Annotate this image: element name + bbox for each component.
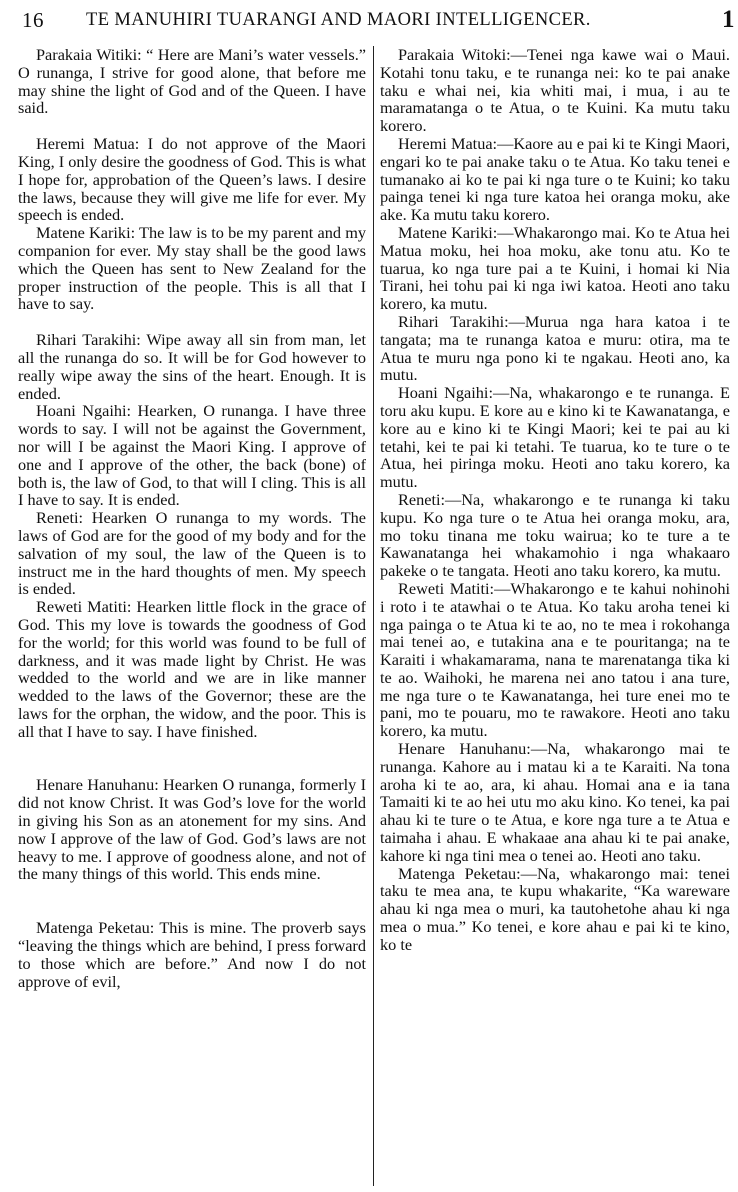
paragraph-parakaia-witoki: Parakaia Witoki:—Tenei nga kawe wai o Maui. Kotahi tonu taku, e te runanga nei: ko te pai anake taku e whai nei, kia whiti mai, i mua, i au te maramatanga o te Atua, o te Kuini. Ka mutu taku korero. <box>380 46 730 136</box>
english-column <box>18 46 366 1192</box>
corner-mark: 1 <box>722 6 735 33</box>
paragraph-matenga-peketau-maori: Matenga Peketau:—Na, whakarongo mai: tenei taku te mea ana, te kupu whakarite, “Ka wareware ahau ki nga mea o muri, ka tautohetohe ahau ki nga mea o mua.” Ko tenei, e kore ahau e pai ki te kino, ko te <box>380 863 730 954</box>
paragraph-reweti-matiti-maori: Reweti Matiti:—Whakarongo e te kahui nohinohi i roto i te atawhai o te Atua. Ko taku aroha tenei ki nga painga o te Atua ki te ao, no te mea i rokohanga mai tenei ao, e tutakina ana e te pouritanga; na te Karaiti i whakamarama, nana te marenatanga tika ki te ao. Waihoki, he marena nei ano tatou i ana ture, me nga ture o te Kawanatanga, hei ture enei mo te pani, mo te pouaru, mo te rawakore. Heoti ano taku korero, ka mutu. <box>380 578 730 741</box>
page-number: 16 <box>22 8 44 32</box>
paragraph-rihari-tarakihi-maori: Rihari Tarakihi:—Murua nga hara katoa i te tangata; ma te runanga katoa e muru: otira, ma te Atua te muru nga pono ki te ngakau. Heoti ano, ka mutu. <box>380 311 730 385</box>
page-title: TE MANUHIRI TUARANGI AND MAORI INTELLIGENCER. <box>86 10 591 30</box>
paragraph-matene-kariki-maori: Matene Kariki:—Whakarongo mai. Ko te Atua hei Matua moku, hei hoa moku, ake tonu atu. Ko te tuarua, ko nga ture pai a te Kuini, i homai ki Nia Tirani, hei tohu pai ki nga iwi katoa. Heoti ano taku korero, ka mutu. <box>380 222 730 314</box>
paragraph-matene-kariki: Matene Kariki: The law is to be my parent and my companion for ever. My stay shall be the good laws which the Queen has sent to New Zealand for the proper instruction of the people. This is all that I have to say. <box>18 223 366 314</box>
column-divider <box>373 46 375 1186</box>
paragraph-heremi-matua: Heremi Matua: I do not approve of the Maori King, I only desire the goodness of God. This is what I hope for, approbation of the Queen’s laws. I desire the laws, because they will give me life for ever. My speech is ended. <box>18 134 366 225</box>
page-header <box>0 0 738 40</box>
paragraph-hoani-ngaihi: Hoani Ngaihi: Hearken, O runanga. I have three words to say. I will not be against the Government, nor will I be against the Maori King. I approve of one and I approve of the other, the back (bone) of both is, the law of God, to that will I cling. This is all I have to say. It is ended. <box>18 401 366 510</box>
maori-column <box>380 46 730 1192</box>
paragraph-hoani-ngaihi-maori: Hoani Ngaihi:—Na, whakarongo e te runanga. E toru aku kupu. E kore au e kino ki te Kawanatanga, e kore au e kino ki te Kingi Maori; kei te pai au ki tetahi, kei te pai ki tetahi. Te tuarua, ko te ture o te Atua, hei piringa moku. Heoti ano taku korero, ka mutu. <box>380 383 730 492</box>
paragraph-parakaia-witiki: Parakaia Witiki: “ Here are Mani’s water vessels.” O runanga, I strive for good alone, that before me may shine the light of God and of the Queen. I have said. <box>18 46 366 118</box>
paragraph-henare-hanuhanu: Henare Hanuhanu: Hearken O runanga, formerly I did not know Christ. It was God’s love for the world in giving his Son as an atonement for my sins. And now I approve of the law of God. God’s laws are not heavy to me. I approve of goodness alone, and not of the many things of this world. This ends mine. <box>18 775 366 884</box>
paragraph-rihari-tarakihi: Rihari Tarakihi: Wipe away all sin from man, let all the runanga do so. It will be for God however to really wipe away the sins of the heart. Enough. It is ended. <box>18 330 366 403</box>
paragraph-matenga-peketau: Matenga Peketau: This is mine. The proverb says “leaving the things which are behind, I press forward to those which are before.” And now I do not approve of evil, <box>18 918 366 991</box>
paragraph-reneti: Reneti: Hearken O runanga to my words. The laws of God are for the good of my body and for the salvation of my soul, the law of the Queen is to instruct me in the hard thoughts of men. My speech is ended. <box>18 508 366 599</box>
paragraph-reweti-matiti: Reweti Matiti: Hearken little flock in the grace of God. This my love is towards the goodness of God for the world; for this world was found to be full of darkness, and it was made light by Christ. He was wedded to the world and we are in like manner wedded to the laws of the Governor; these are the laws for the orphan, the widow, and the poor. This is all that I have to say. I have finished. <box>18 597 366 741</box>
paragraph-heremi-matua-maori: Heremi Matua:—Kaore au e pai ki te Kingi Maori, engari ko te pai anake taku o te Atua. Ko taku tenei e tumanako ai ko te pai ki nga ture o te Kuini; ko taku painga tenei ki nga ture katoa hei oranga moku, ake ake. Ka mutu taku korero. <box>380 133 730 225</box>
paragraph-reneti-maori: Reneti:—Na, whakarongo e te runanga ki taku kupu. Ko nga ture o te Atua hei oranga moku, ara, mo toku tinana me toku wairua; ko te ture a te Kawanatanga hei whakamohio i nga whakaaro pakeke o te tangata. Heoti ano taku korero, ka mutu. <box>380 489 730 581</box>
paragraph-henare-hanuhanu-maori: Henare Hanuhanu:—Na, whakarongo mai te runanga. Kahore au i matau ki a te Karaiti. Na tona aroha ki te ao, ara, ki ahau. Homai ana e ia tana Tamaiti ki te ao hei utu mo aku kino. Ko tenei, ka pai ahau ki te ture o te Atua, e kore nga ture a te Atua e taimaha i ahau. E whakaae ana ahau ki te pai anake, kahore ki nga tini mea o tenei ao. Heoti ano taku. <box>380 739 730 865</box>
